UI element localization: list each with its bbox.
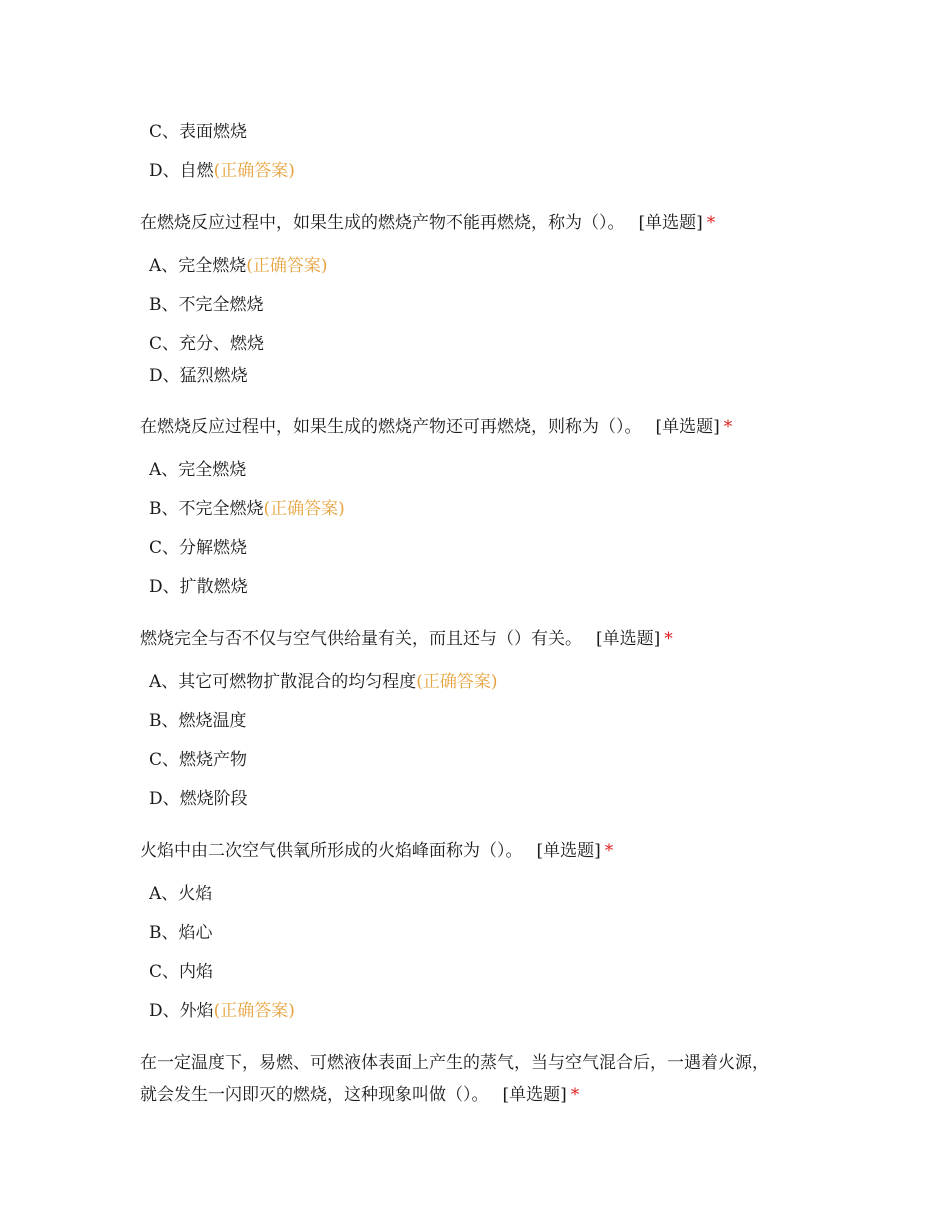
- correct-answer-tag: (正确答案): [416, 672, 498, 692]
- option-q1-a: [149, 255, 328, 277]
- question-text: 在燃烧反应过程中，如果生成的燃烧产物不能再燃烧，称为（）。: [140, 213, 625, 233]
- option-q3-c: [149, 749, 247, 771]
- option-text: C、充分、燃烧: [149, 334, 265, 354]
- question-type: [单选题]: [655, 417, 720, 437]
- required-mark: *: [664, 629, 673, 649]
- question-type: [单选题]: [502, 1085, 567, 1105]
- correct-answer-tag: (正确答案): [213, 1001, 295, 1021]
- question-type: [单选题]: [536, 841, 601, 861]
- option-text: D、自燃: [149, 161, 214, 181]
- question-type: [单选题]: [596, 629, 661, 649]
- question-text: 在一定温度下，易燃、可燃液体表面上产生的蒸气，当与空气混合后，一遇着火源，: [140, 1053, 769, 1073]
- option-q3-b: [149, 710, 247, 732]
- option-text: C、内焰: [149, 962, 214, 982]
- correct-answer-tag: (正确答案): [213, 161, 295, 181]
- question-text: 在燃烧反应过程中，如果生成的燃烧产物还可再燃烧，则称为（）。: [140, 417, 642, 437]
- option-text: C、燃烧产物: [149, 750, 248, 770]
- question-type: [单选题]: [638, 213, 703, 233]
- option-q2-a: [149, 459, 246, 481]
- option-q2-b: [149, 498, 345, 520]
- option-q3-d: [149, 788, 248, 810]
- option-text: A、其它可燃物扩散混合的均匀程度: [149, 672, 417, 692]
- option-q4-d: [149, 1000, 295, 1022]
- option-text: B、不完全燃烧: [149, 499, 264, 519]
- question-text: 火焰中由二次空气供氧所形成的火焰峰面称为（）。: [140, 841, 523, 861]
- option-text: B、燃烧温度: [149, 711, 247, 731]
- question-5-line-1: [140, 1052, 769, 1074]
- question-3: [140, 628, 673, 650]
- option-q4-a: [149, 883, 212, 905]
- option-q1-b: [149, 294, 264, 316]
- option-q4-b: [149, 922, 213, 944]
- option-text: D、扩散燃烧: [149, 577, 248, 597]
- option-text: C、分解燃烧: [149, 538, 248, 558]
- option-q2-c: [149, 537, 247, 559]
- question-text: 燃烧完全与否不仅与空气供给量有关，而且还与（）有关。: [140, 629, 582, 649]
- option-text: C、表面燃烧: [149, 122, 248, 142]
- option-q4-c: [149, 961, 213, 983]
- option-q2-d: [149, 576, 248, 598]
- option-q1-d: [149, 365, 248, 387]
- option-text: A、完全燃烧: [149, 256, 247, 276]
- option-q1-c: [149, 333, 264, 355]
- question-2: [140, 416, 732, 438]
- option-q0-d: [149, 160, 295, 182]
- option-text: A、火焰: [149, 884, 213, 904]
- option-q3-a: [149, 671, 498, 693]
- question-1: [140, 212, 715, 234]
- option-text: B、不完全燃烧: [149, 295, 264, 315]
- correct-answer-tag: (正确答案): [246, 256, 328, 276]
- required-mark: *: [604, 841, 614, 861]
- question-4: [140, 840, 613, 862]
- option-text: D、燃烧阶段: [149, 789, 248, 809]
- required-mark: *: [570, 1085, 580, 1105]
- question-5-line-2: [140, 1084, 579, 1106]
- required-mark: *: [706, 213, 716, 233]
- required-mark: *: [723, 417, 733, 437]
- option-text: A、完全燃烧: [149, 460, 247, 480]
- option-q0-c: [149, 121, 247, 143]
- question-text: 就会发生一闪即灭的燃烧，这种现象叫做（）。: [140, 1085, 489, 1105]
- option-text: D、猛烈燃烧: [149, 366, 248, 386]
- option-text: B、焰心: [149, 923, 213, 943]
- option-text: D、外焰: [149, 1001, 214, 1021]
- correct-answer-tag: (正确答案): [263, 499, 345, 519]
